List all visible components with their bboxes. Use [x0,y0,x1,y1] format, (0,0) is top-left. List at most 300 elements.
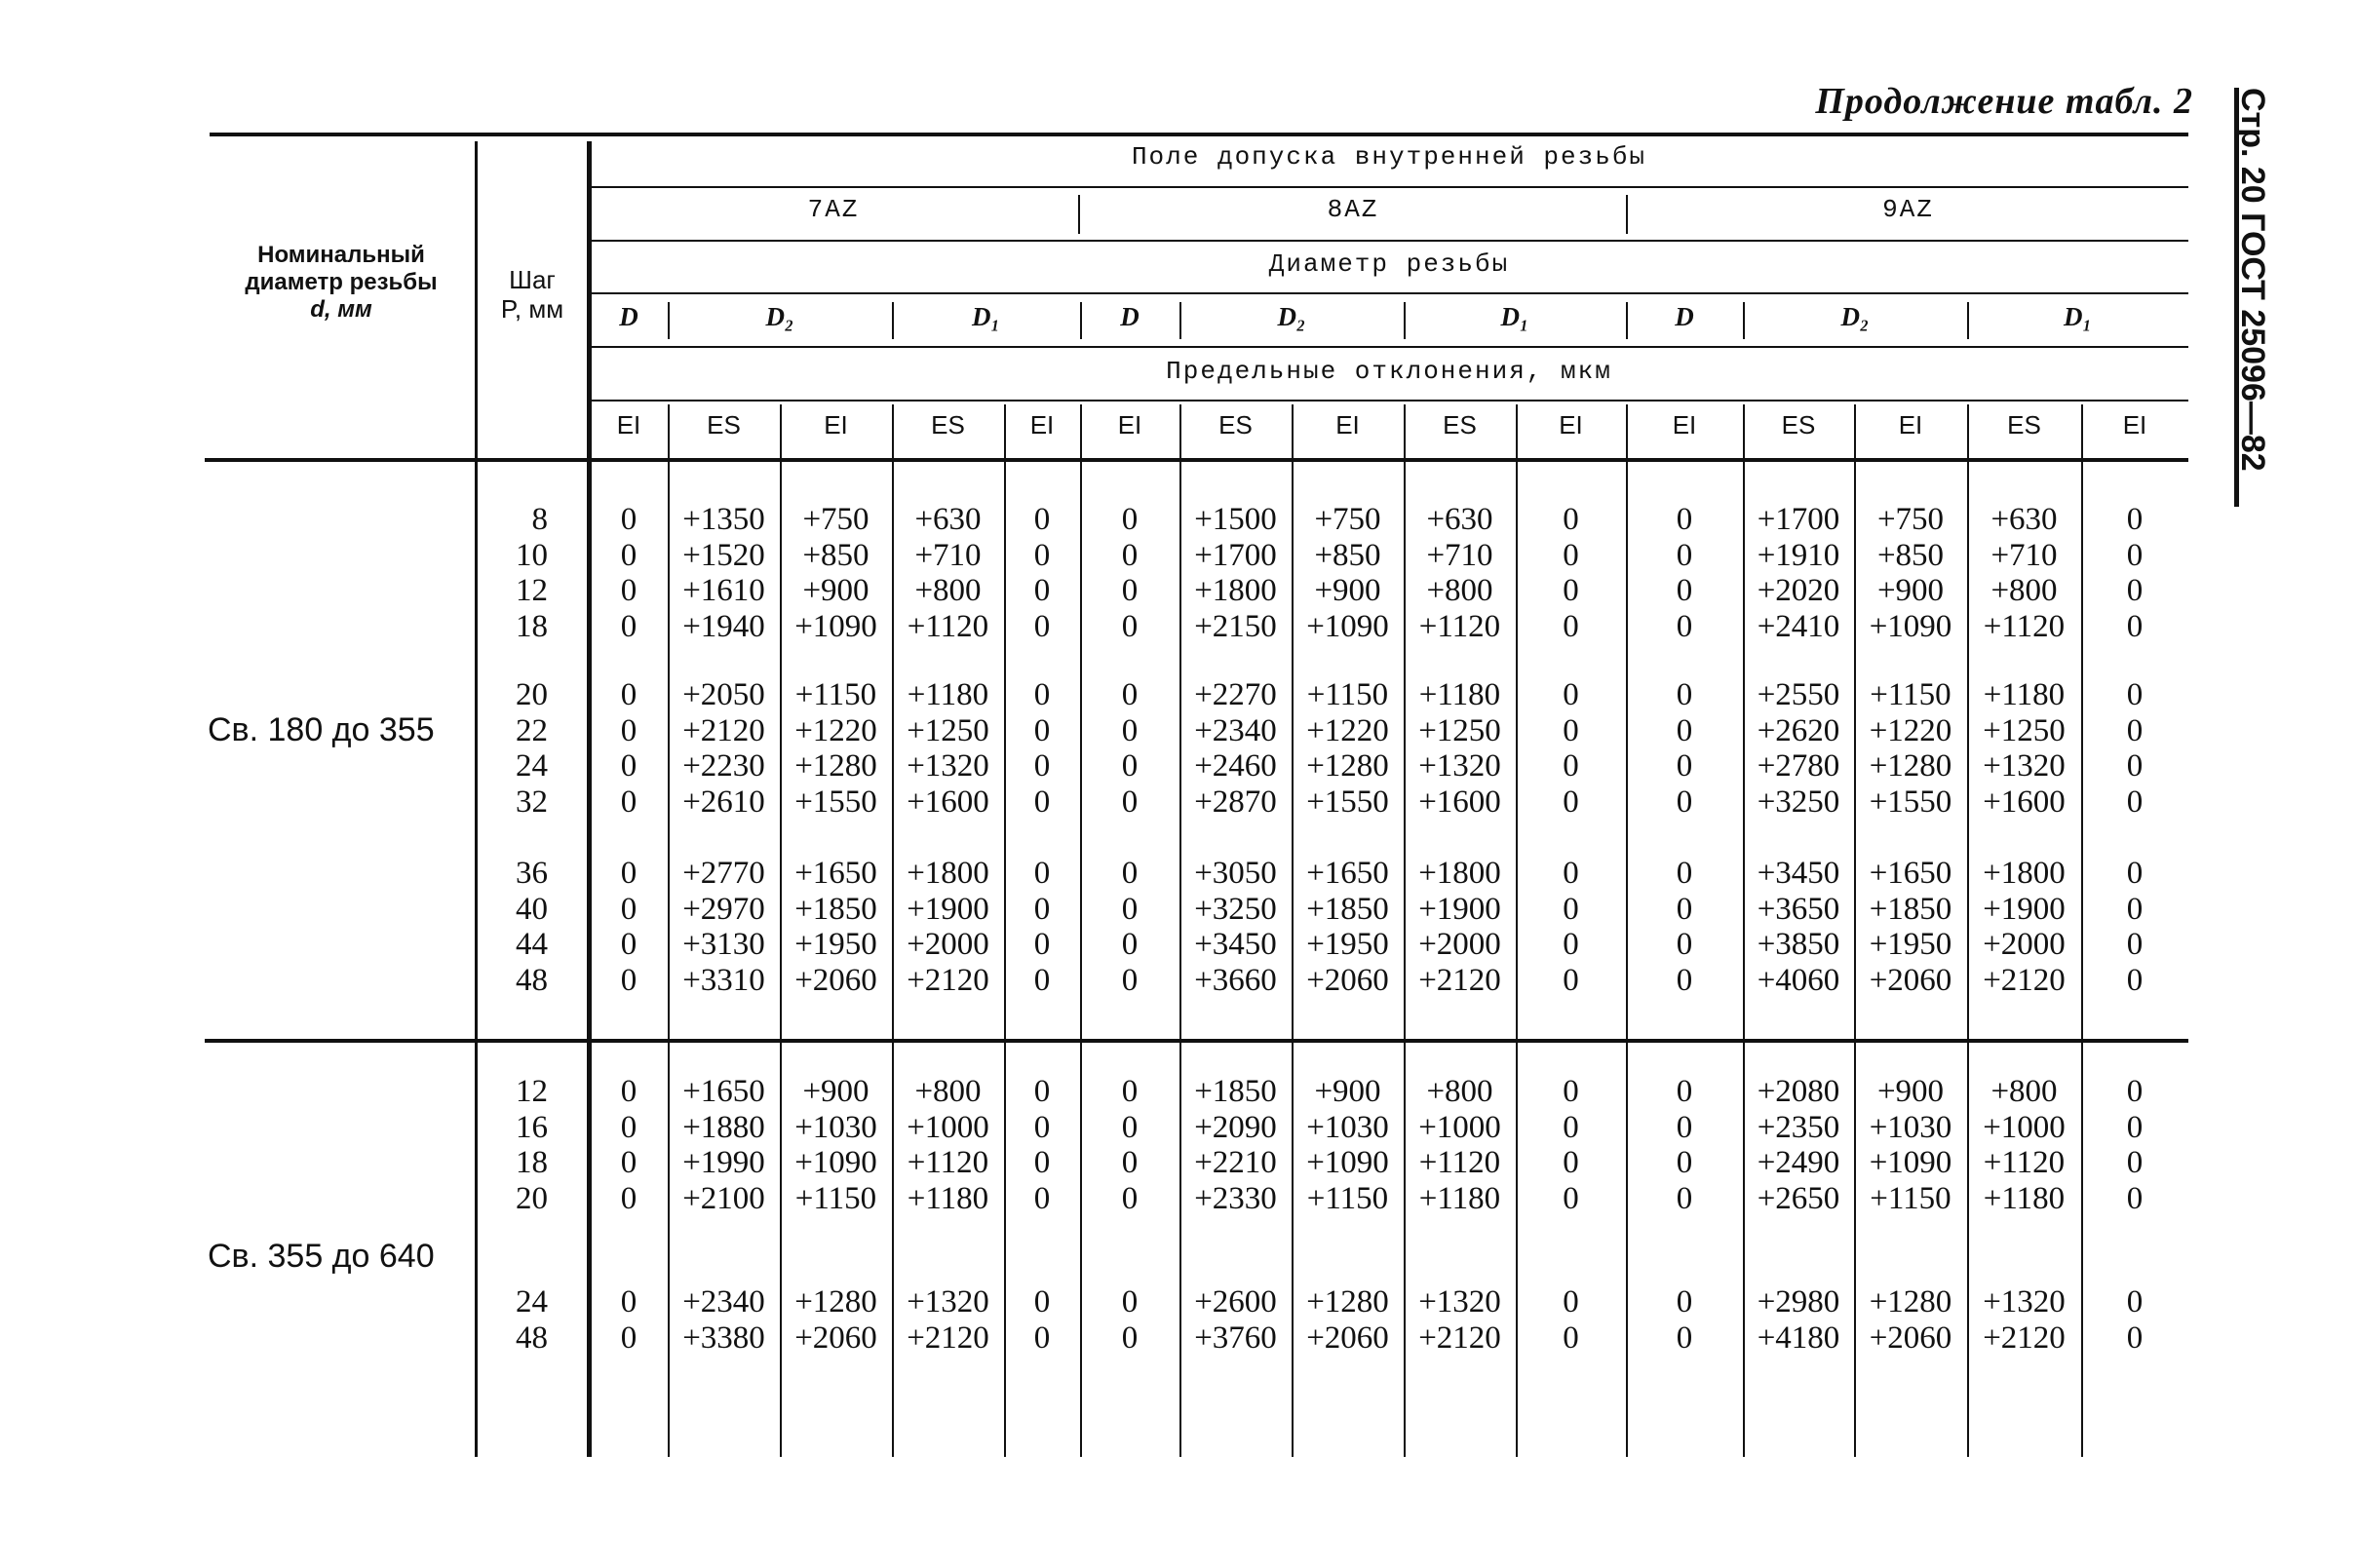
value-cell: 0 [2126,748,2144,784]
stub-pitch-header [480,265,585,324]
value-cell: +800 [914,573,982,608]
value-cell: +2120 [1983,1319,2066,1356]
value-cell: +1090 [1869,1145,1952,1180]
value-cell: +1090 [1306,608,1389,644]
value-cell: 0 [1676,856,1693,891]
value-cell: +1610 [682,573,765,608]
value-cell: 0 [2126,502,2144,537]
value-cell: +1880 [682,1109,765,1145]
deviation-header-9: EI [1559,410,1583,440]
value-cell: 0 [1033,608,1051,644]
value-cell: 0 [1033,677,1051,712]
value-cell: 0 [2126,537,2144,573]
value-cell: 0 [1121,927,1139,962]
value-cell: 0 [1121,502,1139,537]
value-cell: +2120 [907,1319,989,1356]
pitch-cell: 20 [516,677,548,712]
diameter-header-2: D₁ [972,302,1000,331]
value-cell: +1250 [1983,712,2066,748]
rule-diameters [590,346,2188,348]
value-cell: +1030 [1869,1109,1952,1145]
value-cell: 0 [620,927,638,962]
value-cell: 0 [1033,573,1051,608]
value-cell: 0 [1033,712,1051,748]
value-cell: +710 [1990,537,2058,573]
value-cell: 0 [620,1284,638,1319]
pitch-cell: 8 [531,502,548,537]
pitch-cell: 48 [516,962,548,998]
value-cell: 0 [1676,537,1693,573]
value-cell: +1000 [1983,1109,2066,1145]
value-cell: +1180 [907,1180,989,1216]
field-title: Поле допуска внутренней резьбы [1131,142,1647,172]
value-cell: +2060 [1306,962,1389,998]
value-cell: 0 [2126,1109,2144,1145]
value-cell: +1850 [1869,891,1952,927]
value-cell: +1990 [682,1145,765,1180]
value-cell: +2060 [1869,962,1952,998]
value-cell: +2490 [1757,1145,1840,1180]
value-cell: 0 [620,608,638,644]
diameter-header-4: D₂ [1277,302,1306,331]
value-cell: +1320 [1418,748,1501,784]
value-cell: 0 [1563,927,1579,962]
value-cell: +1320 [1418,1284,1501,1319]
value-cell: +750 [1314,502,1381,537]
group-label-0: Св. 180 до 355 [208,711,435,748]
value-cell: +1280 [1869,1284,1952,1319]
value-cell: +1700 [1757,502,1840,537]
header-bottom-rule [205,458,2188,462]
value-cell: 0 [1676,962,1693,998]
value-cell: 0 [2126,784,2144,820]
value-cell: 0 [1121,1145,1139,1180]
value-cell: +900 [1876,1074,1945,1109]
value-cell: 0 [1033,1284,1051,1319]
value-cell: +800 [1426,573,1493,608]
stub-pitch-line-2: P, мм [500,294,564,324]
stub-pitch-line-1: Шаг [509,265,556,294]
value-cell: +2060 [1869,1319,1952,1356]
value-cell: 0 [1121,1284,1139,1319]
value-cell: 0 [1563,573,1579,608]
value-cell: +1180 [1983,1180,2066,1216]
value-cell: +1950 [1869,927,1952,962]
value-cell: +1150 [794,1180,877,1216]
value-cell: 0 [2126,608,2144,644]
value-cell: +2550 [1757,677,1840,712]
pitch-cell: 48 [516,1319,548,1356]
value-cell: 0 [1563,1180,1579,1216]
value-cell: +1850 [1194,1074,1277,1109]
value-cell: +2000 [1418,927,1501,962]
value-cell: +2230 [682,748,765,784]
value-cell: +2060 [794,1319,877,1356]
value-cell: 0 [1033,1109,1051,1145]
side-page-header: Стр. 20 ГОСТ 25096—82 [2234,88,2271,472]
value-cell: +4060 [1757,962,1840,998]
rule-classes [590,240,2188,242]
diameter-divider-4 [1179,302,1181,339]
value-cell: +1320 [1983,748,2066,784]
value-cell: +2460 [1194,748,1277,784]
deviation-header-14: EI [2122,410,2147,440]
pitch-cell: 22 [516,712,548,748]
value-cell: +750 [802,502,869,537]
value-cell: +1090 [794,608,877,644]
value-cell: +1120 [1983,1145,2066,1180]
value-cell: +1030 [1306,1109,1389,1145]
pitch-cell: 44 [516,927,548,962]
pitch-cell: 18 [516,608,548,644]
pitch-cell: 24 [516,1284,548,1319]
value-cell: 0 [1563,1145,1579,1180]
value-cell: +1600 [1983,784,2066,820]
value-cell: +1120 [1418,1145,1501,1180]
value-cell: +1900 [1418,891,1501,927]
pitch-cell: 40 [516,891,548,927]
table-caption: Продолжение табл. 2 [1815,81,2193,122]
value-cell: 0 [620,891,638,927]
value-cell: +1150 [1870,1180,1951,1216]
value-cell: +1220 [1306,712,1389,748]
value-cell: 0 [1676,1145,1693,1180]
value-cell: +2410 [1757,608,1840,644]
value-cell: 0 [1033,927,1051,962]
value-cell: 0 [1121,748,1139,784]
value-cell: +1090 [1869,608,1952,644]
value-cell: +2620 [1757,712,1840,748]
value-cell: 0 [620,677,638,712]
value-cell: 0 [1563,1284,1579,1319]
value-cell: 0 [1563,677,1579,712]
value-cell: +900 [802,573,869,608]
class-7az: 7AZ [807,195,860,224]
diameter-header-0: D [619,302,638,331]
value-cell: +1800 [1418,856,1501,891]
value-cell: +1500 [1194,502,1277,537]
value-cell: +1180 [1418,677,1501,712]
value-cell: 0 [1121,712,1139,748]
value-cell: 0 [2126,573,2144,608]
value-cell: +1280 [1306,1284,1389,1319]
value-cell: +1950 [1306,927,1389,962]
value-cell: +1350 [682,502,765,537]
value-cell: +1150 [1306,677,1389,712]
value-cell: +3450 [1194,927,1277,962]
value-cell: 0 [1676,784,1693,820]
value-cell: +1030 [794,1109,877,1145]
value-cell: 0 [1676,677,1693,712]
value-cell: +1550 [1869,784,1952,820]
pitch-cell: 20 [516,1180,548,1216]
value-cell: +850 [1314,537,1381,573]
diameter-header-6: D [1675,302,1694,331]
deviation-header-6: ES [1218,410,1253,440]
value-cell: +2000 [1983,927,2066,962]
value-cell: +3250 [1194,891,1277,927]
value-cell: 0 [2126,1145,2144,1180]
value-cell: 0 [1033,891,1051,927]
value-cell: +3310 [682,962,765,998]
value-cell: +1650 [1306,856,1389,891]
value-cell: 0 [1563,856,1579,891]
diameter-divider-1 [668,302,670,339]
value-cell: 0 [1563,1109,1579,1145]
value-cell: +4180 [1757,1319,1840,1356]
value-cell: +2150 [1194,608,1277,644]
value-cell: +2270 [1194,677,1277,712]
stub-diameter-line-3: d, мм [310,296,372,323]
value-cell: +630 [1426,502,1493,537]
value-cell: +710 [1426,537,1493,573]
value-cell: 0 [1676,891,1693,927]
value-cell: +3660 [1194,962,1277,998]
value-cell: 0 [1033,962,1051,998]
value-cell: +1120 [907,608,989,644]
value-cell: +2210 [1194,1145,1277,1180]
value-cell: 0 [1676,573,1693,608]
value-cell: 0 [1121,1319,1139,1356]
value-cell: 0 [1121,891,1139,927]
value-cell: +1000 [1418,1109,1501,1145]
value-cell: +3850 [1757,927,1840,962]
value-cell: +1950 [794,927,877,962]
diameter-divider-8 [1967,302,1969,339]
class-8az: 8AZ [1327,195,1379,224]
value-cell: +1550 [794,784,877,820]
value-cell: +3650 [1757,891,1840,927]
value-cell: +2120 [1418,962,1501,998]
pitch-cell: 12 [516,1074,548,1109]
value-cell: +710 [914,537,982,573]
value-cell: +2000 [907,927,989,962]
value-cell: 0 [1121,608,1139,644]
value-cell: 0 [1563,962,1579,998]
value-cell: +1600 [1418,784,1501,820]
value-cell: 0 [620,856,638,891]
value-cell: +2600 [1194,1284,1277,1319]
value-cell: 0 [2126,712,2144,748]
value-cell: +3250 [1757,784,1840,820]
diameter-divider-2 [892,302,894,339]
value-cell: +3450 [1757,856,1840,891]
deviation-header-4: EI [1029,410,1055,440]
pitch-cell: 10 [516,537,548,573]
deviation-title: Предельные отклонения, мкм [1166,357,1612,386]
value-cell: 0 [620,748,638,784]
value-cell: +1250 [907,712,989,748]
value-cell: 0 [2126,1284,2144,1319]
value-cell: +1650 [1869,856,1952,891]
value-cell: 0 [1033,1319,1051,1356]
value-cell: +1850 [794,891,877,927]
value-cell: +1280 [794,748,877,784]
value-cell: 0 [1563,537,1579,573]
deviation-header-13: ES [2007,410,2041,440]
deviation-header-12: EI [1898,410,1923,440]
value-cell: +1180 [907,677,989,712]
value-cell: +2060 [1306,1319,1389,1356]
class-9az: 9AZ [1882,195,1934,224]
value-cell: 0 [2126,856,2144,891]
value-cell: 0 [620,1109,638,1145]
group-label-1: Св. 355 до 640 [208,1238,435,1275]
value-cell: +1320 [907,1284,989,1319]
value-cell: +1850 [1306,891,1389,927]
value-cell: 0 [1676,1180,1693,1216]
diameter-divider-3 [1080,302,1082,339]
pitch-cell: 16 [516,1109,548,1145]
value-cell: 0 [1676,712,1693,748]
value-cell: 0 [1033,748,1051,784]
value-cell: 0 [1563,712,1579,748]
value-cell: +1180 [1418,1180,1501,1216]
rule-deviation-title [590,400,2188,402]
value-cell: +1250 [1418,712,1501,748]
value-cell: 0 [1563,502,1579,537]
value-cell: 0 [2126,1074,2144,1109]
value-cell: +800 [1990,573,2058,608]
deviation-header-0: EI [616,410,641,440]
diameter-header-8: D₁ [2064,302,2092,331]
value-cell: +2120 [907,962,989,998]
value-cell: 0 [1121,1180,1139,1216]
value-cell: 0 [1121,784,1139,820]
value-cell: +1320 [907,748,989,784]
value-cell: 0 [620,712,638,748]
value-cell: 0 [2126,1319,2144,1356]
value-cell: +1280 [1306,748,1389,784]
value-cell: +1180 [1983,677,2066,712]
rule-diameter-title [590,292,2188,294]
value-cell: 0 [620,1074,638,1109]
value-cell: 0 [1676,502,1693,537]
value-cell: +900 [802,1074,869,1109]
value-cell: +1220 [1869,712,1952,748]
value-cell: 0 [1563,1074,1579,1109]
deviation-header-3: ES [931,410,965,440]
pitch-cell: 12 [516,573,548,608]
value-cell: 0 [1033,502,1051,537]
value-cell: +2340 [682,1284,765,1319]
group-separator-rule [205,1039,2188,1043]
value-cell: +1090 [794,1145,877,1180]
value-cell: +1320 [1983,1284,2066,1319]
deviation-header-2: EI [824,410,848,440]
value-cell: 0 [1563,1319,1579,1356]
top-rule [210,133,2188,136]
value-cell: 0 [620,502,638,537]
value-cell: +1150 [1306,1180,1389,1216]
value-cell: 0 [1563,748,1579,784]
value-cell: 0 [620,1145,638,1180]
value-cell: +3380 [682,1319,765,1356]
value-cell: +1120 [907,1145,989,1180]
deviation-header-5: EI [1117,410,1142,440]
value-cell: 0 [620,573,638,608]
value-cell: +2770 [682,856,765,891]
stub-diameter-line-2: диаметр резьбы [245,269,438,295]
class-divider-2 [1626,195,1628,234]
deviation-header-7: EI [1335,410,1360,440]
value-cell: 0 [1676,748,1693,784]
stub-vline-1 [475,141,478,1457]
value-cell: +1090 [1306,1145,1389,1180]
value-cell: 0 [1121,962,1139,998]
value-cell: 0 [2126,891,2144,927]
value-cell: +900 [1314,1074,1381,1109]
diameter-header-7: D₂ [1840,302,1870,331]
value-cell: +2050 [682,677,765,712]
value-cell: +2970 [682,891,765,927]
value-cell: 0 [2126,677,2144,712]
value-cell: +850 [1876,537,1945,573]
value-cell: 0 [1121,537,1139,573]
value-cell: 0 [620,537,638,573]
value-cell: 0 [1033,784,1051,820]
value-cell: +1940 [682,608,765,644]
value-cell: +1280 [1869,748,1952,784]
value-cell: 0 [1033,537,1051,573]
rule-field [590,186,2188,188]
value-cell: +1520 [682,537,765,573]
pitch-cell: 36 [516,856,548,891]
value-cell: 0 [1121,856,1139,891]
value-cell: +2100 [682,1180,765,1216]
value-cell: +2610 [682,784,765,820]
stub-diameter-header [210,242,473,324]
value-cell: +1220 [794,712,877,748]
value-cell: +2120 [682,712,765,748]
value-cell: 0 [1033,1180,1051,1216]
stub-diameter-line-1: Номинальный [257,242,425,268]
diameter-divider-6 [1626,302,1628,339]
value-cell: +1650 [794,856,877,891]
value-cell: +630 [1990,502,2058,537]
value-cell: +1800 [1983,856,2066,891]
value-cell: +2120 [1983,962,2066,998]
diameter-header-1: D₂ [765,302,794,331]
value-cell: 0 [1121,1074,1139,1109]
value-cell: 0 [1676,608,1693,644]
value-cell: +1910 [1757,537,1840,573]
value-cell: 0 [620,784,638,820]
value-cell: +750 [1876,502,1945,537]
deviation-header-1: ES [707,410,741,440]
value-cell: +2650 [1757,1180,1840,1216]
pitch-cell: 24 [516,748,548,784]
value-cell: 0 [1563,891,1579,927]
value-cell: +2080 [1757,1074,1840,1109]
value-cell: +2980 [1757,1284,1840,1319]
value-cell: 0 [620,1319,638,1356]
diameter-divider-7 [1743,302,1745,339]
deviation-header-8: ES [1443,410,1477,440]
value-cell: +1800 [1194,573,1277,608]
value-cell: +2870 [1194,784,1277,820]
value-cell: 0 [1121,573,1139,608]
diameter-header-5: D₁ [1500,302,1529,331]
value-cell: +1900 [907,891,989,927]
value-cell: 0 [2126,927,2144,962]
value-cell: +2350 [1757,1109,1840,1145]
value-cell: +2020 [1757,573,1840,608]
diameter-header-3: D [1120,302,1140,331]
value-cell: +900 [1314,573,1381,608]
value-cell: +800 [1990,1074,2058,1109]
value-cell: 0 [1033,1074,1051,1109]
